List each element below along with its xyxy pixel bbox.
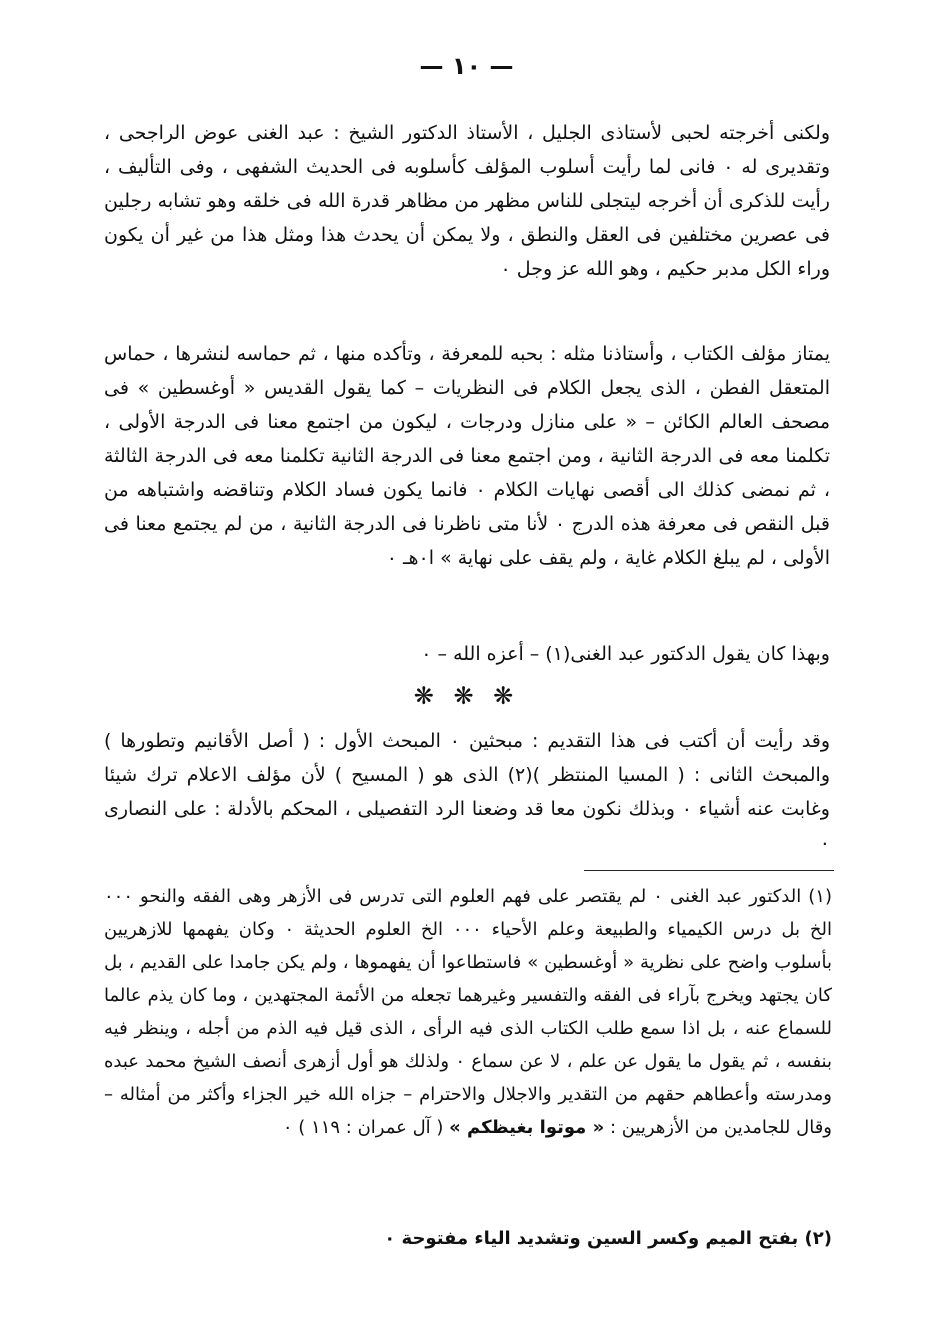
paragraph-2 — [104, 337, 830, 575]
paragraph-2-text: يمتاز مؤلف الكتاب ، وأستاذنا مثله : بحبه للمعرفة ، وتأكده منها ، ثم حماسه لنشرها ، حماس المتعقل الفطن ، الذى يجعل الكلام فى النظريات – كما يقول القديس « أوغسطين » فى مصحف العالم الكائن – « على منازل ودرجات ، ليكون من اجتمع معنا فى الدرجة الأولى ، تكلمنا معه فى الدرجة الثانية ، ومن اجتمع معنا فى الدرجة الثانية تكلمنا معه فى الدرجة الثالثة ، ثم نمضى كذلك الى أقصى نهايات الكلام ٠ فانما يكون فساد الكلام وتناقضه واشتباهه من قبل النقص فى معرفة هذه الدرج ٠ لأنا متى ناظرنا فى الدرجة الثانية ، من لم يجتمع معنا فى الأولى ، لم يبلغ الكلام غاية ، ولم يقف على نهاية » ا٠هـ ٠ — [104, 343, 830, 569]
footnote-1-main: (١) الدكتور عبد الغنى ٠ لم يقتصر على فهم العلوم التى تدرس فى الأزهر وهى الفقه والنحو ٠٠٠ الخ بل درس الكيمياء والطبيعة وعلم الأحياء ٠٠٠ الخ العلوم الحديثة ٠ وكان يفهمها للازهريين بأسلوب واضح على نظرية « أوغسطين » فاستطاعوا أن يفهموها ، ولم يكن جامدا على القديم ، بل كان يجتهد ويخرج بآراء فى الفقه والتفسير وغيرهما تجعله من الأئمة المجتهدين ، وما كان يذم عالما للسماع عنه ، بل اذا سمع طلب الكتاب الذى فيه الرأى ، الذى قيل فيه الذم من أجله ، وينظر فيه بنفسه ، ثم يقول ما يقول عن علم ، لا عن سماع ٠ ولذلك هو أول أزهرى أنصف الشيخ محمد عبده ومدرسته وأعطاهم حقهم من التقدير والاجلال والاحترام – جزاه الله خير الجزاء وأكثر من أمثاله – وقال للجامدين من الأزهريين : — [104, 886, 832, 1138]
footnote-2 — [104, 1222, 832, 1255]
paragraph-4 — [104, 724, 830, 860]
footnote-1 — [104, 880, 832, 1144]
section-separator-stars: ❋ ❋ ❋ — [413, 682, 520, 710]
footnote-1-text — [104, 880, 832, 1144]
page-number: — ١٠ — — [419, 52, 514, 80]
paragraph-3-text: وبهذا كان يقول الدكتور عبد الغنى(١) – أعزه الله – ٠ — [421, 643, 830, 665]
paragraph-1 — [104, 116, 830, 286]
paragraph-3 — [104, 637, 830, 671]
footnote-1-quote: « موتوا بغيظكم » — [449, 1117, 605, 1138]
paragraph-1-text: ولكنى أخرجته لحبى لأستاذى الجليل ، الأستاذ الدكتور الشيخ : عبد الغنى عوض الراجحى ، وتقديرى له ٠ فانى لما رأيت أسلوب المؤلف كأسلوبه فى الحديث الشفهى ، وفى التأليف ، رأيت للذكرى أن أخرجه ليتجلى للناس مظهر من مظاهر قدرة الله فى خلقه وهو تشابه رجلين فى عصرين مختلفين فى العقل والنطق ، ولا يمكن أن يحدث هذا ومثل هذا من غير أن يكون وراء الكل مدبر حكيم ، وهو الله عز وجل ٠ — [104, 122, 831, 280]
footnote-2-text: (٢) بفتح الميم وكسر السين وتشديد الياء مفتوحة ٠ — [384, 1228, 832, 1249]
footnote-1-reference: ( آل عمران : ١١٩ ) ٠ — [282, 1117, 450, 1138]
paragraph-4-text: وقد رأيت أن أكتب فى هذا التقديم : مبحثين ٠ المبحث الأول : ( أصل الأقانيم وتطورها ) والمبحث الثانى : ( المسيا المنتظر )(٢) الذى هو ( المسيح ) لأن مؤلف الاعلام ترك شيئا وغابت عنه أشياء ٠ وبذلك نكون معا قد وضعنا الرد التفصيلى ، المحكم بالأدلة : على النصارى ٠ — [104, 730, 831, 854]
footnote-divider — [584, 870, 834, 871]
